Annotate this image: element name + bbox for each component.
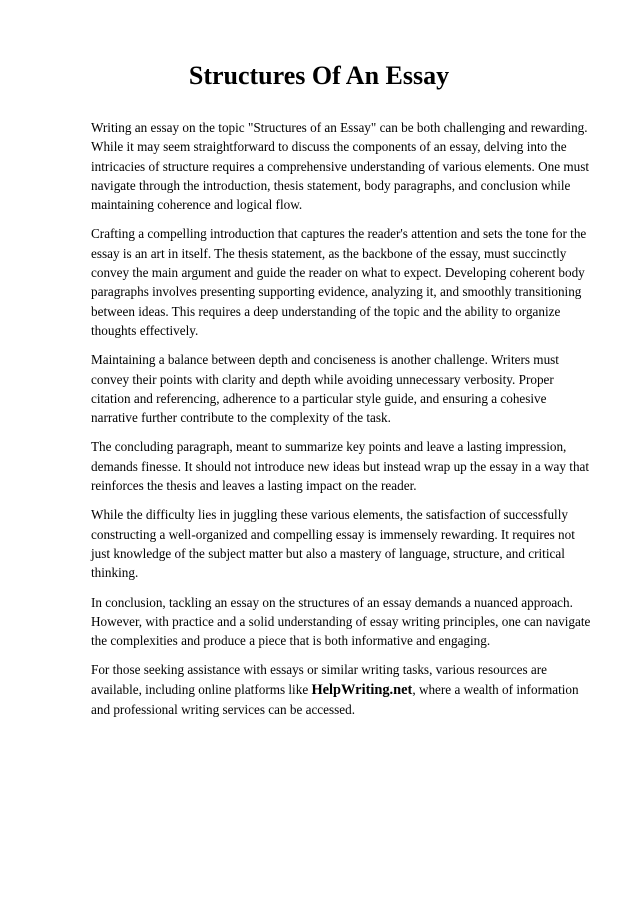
paragraph-4: The concluding paragraph, meant to summarize key points and leave a lasting impression, demands finesse. It should not introduce new ideas but instead wrap up the essay in a way that reinforces the thesis and leaves a lasting impact on the reader. [91, 439, 590, 494]
paragraph-6: In conclusion, tackling an essay on the structures of an essay demands a nuanced approach. However, with practice and a solid understanding of essay writing principles, one can navigate the complexities and produce a piece that is both informative and engaging. [91, 594, 591, 649]
essay-body [91, 118, 591, 729]
paragraph-5: While the difficulty lies in juggling these various elements, the satisfaction of successfully constructing a well-organized and compelling essay is immensely rewarding. It requires not just knowledge of the subject matter but also a mastery of language, structure, and critical thinking. [91, 507, 575, 581]
paragraph-3: Maintaining a balance between depth and conciseness is another challenge. Writers must convey their points with clarity and depth while avoiding unnecessary verbosity. Proper citation and referencing, adherence to a particular style guide, and ensuring a cohesive narrative further contribute to the complexity of the task. [91, 352, 559, 426]
helpwriting-link[interactable]: HelpWriting.net [311, 681, 413, 698]
page-title: Structures Of An Essay [188, 61, 450, 90]
paragraph-2: Crafting a compelling introduction that captures the reader's attention and sets the tone for the essay is an art in itself. The thesis statement, as the backbone of the essay, must succinctly convey the main argument and guide the reader on what to expect. Developing coherent body paragraphs involves presenting supporting evidence, analyzing it, and smoothly transitioning between ideas. This requires a deep understanding of the topic and the ability to organize thoughts effectively. [91, 226, 587, 338]
closing-paragraph [91, 660, 591, 719]
closing-text-end: , where a wealth of information and professional writing services can be accessed. [91, 681, 579, 718]
closing-text-start: For those seeking assistance with essays or similar writing tasks, various resources are available, including online platforms like [91, 662, 547, 697]
paragraph-1: Writing an essay on the topic "Structures of an Essay" can be both challenging and rewarding. While it may seem straightforward to discuss the components of an essay, delving into the intricacies of structure requires a comprehensive understanding of various elements. One must navigate through the introduction, thesis statement, body paragraphs, and conclusion while maintaining coherence and logical flow. [91, 120, 590, 213]
